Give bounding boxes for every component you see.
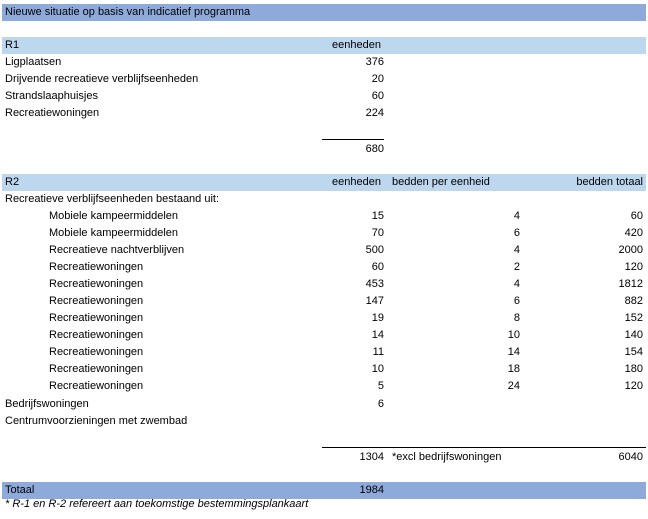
r2-total-note: *excl bedrijfswoningen <box>392 451 502 463</box>
row-label: Bedrijfswoningen <box>5 398 89 410</box>
row-label: Mobiele kampeermiddelen <box>49 210 179 222</box>
row-beds-total: 140 <box>624 329 643 341</box>
row-units: 60 <box>371 90 384 102</box>
row-beds-per-unit: 4 <box>513 244 520 256</box>
r1-total-row <box>2 141 646 158</box>
row-beds-per-unit: 2 <box>513 261 520 273</box>
r1-col-units: eenheden <box>332 39 381 51</box>
row-label: Centrumvoorzieningen met zwembad <box>5 415 188 427</box>
row-beds-per-unit: 6 <box>513 227 520 239</box>
row-beds-per-unit: 4 <box>513 210 520 222</box>
row-beds-total: 1812 <box>618 278 643 290</box>
table-row <box>2 71 646 88</box>
row-units: 500 <box>365 244 384 256</box>
table-row <box>2 293 646 310</box>
row-units: 6 <box>377 398 384 410</box>
title-band <box>2 4 646 21</box>
row-beds-per-unit: 4 <box>513 278 520 290</box>
row-units: 10 <box>371 363 384 375</box>
r1-total-rule <box>322 139 384 140</box>
row-units: 15 <box>371 210 384 222</box>
r1-header <box>2 37 646 54</box>
row-label: Recreatiewoningen <box>49 295 144 307</box>
r2-col-beds-total: bedden totaal <box>576 176 643 188</box>
r2-label: R2 <box>5 176 20 188</box>
row-beds-total: 120 <box>624 261 643 273</box>
row-beds-total: 180 <box>624 363 643 375</box>
row-label: Drijvende recreatieve verblijfseenheden <box>5 73 199 85</box>
row-label: Recreatiewoningen <box>49 329 144 341</box>
row-label: Recreatiewoningen <box>49 278 144 290</box>
table-row <box>2 54 646 71</box>
row-units: 19 <box>371 312 384 324</box>
row-label: Recreatiewoningen <box>49 380 144 392</box>
grand-total-label: Totaal <box>5 484 35 496</box>
row-label: Mobiele kampeermiddelen <box>49 227 179 239</box>
row-units: 11 <box>372 346 384 358</box>
row-beds-per-unit: 8 <box>513 312 520 324</box>
r2-col-beds-per-unit: bedden per eenheid <box>392 176 490 188</box>
row-label: Recreatiewoningen <box>49 363 144 375</box>
footnote: * R-1 en R-2 refereert aan toekomstige bestemmingsplankaart <box>5 498 309 510</box>
row-beds-total: 152 <box>624 312 643 324</box>
row-beds-total: 154 <box>624 346 643 358</box>
row-label: Ligplaatsen <box>5 56 62 68</box>
table-row <box>2 361 646 378</box>
table-row <box>2 242 646 259</box>
table-row <box>2 344 646 361</box>
r2-header <box>2 174 646 191</box>
row-label: Strandslaaphuisjes <box>5 90 98 102</box>
table-row <box>2 88 646 105</box>
grand-total-band <box>2 482 646 499</box>
table-row <box>2 225 646 242</box>
r1-label: R1 <box>5 39 20 51</box>
r2-group-row <box>2 191 646 208</box>
table-row <box>2 327 646 344</box>
r2-total-row <box>2 449 646 466</box>
table-row <box>2 310 646 327</box>
r2-total-rule <box>322 447 646 448</box>
bedrijfswoningen-row <box>2 396 646 413</box>
row-beds-total: 60 <box>630 210 643 222</box>
row-beds-total: 420 <box>624 227 643 239</box>
row-units: 70 <box>371 227 384 239</box>
row-label: Recreatiewoningen <box>49 312 144 324</box>
row-beds-total: 2000 <box>618 244 643 256</box>
row-label: Recreatiewoningen <box>49 261 144 273</box>
r2-group-label: Recreatieve verblijfseenheden bestaand uit: <box>5 193 220 205</box>
row-units: 14 <box>371 329 384 341</box>
table-row <box>2 105 646 122</box>
r2-col-units: eenheden <box>332 176 381 188</box>
row-beds-per-unit: 6 <box>513 295 520 307</box>
row-beds-per-unit: 18 <box>507 363 520 375</box>
table-row <box>2 276 646 293</box>
row-units: 5 <box>377 380 384 392</box>
grand-total-value: 1984 <box>359 484 384 496</box>
r2-total-units: 1304 <box>359 451 384 463</box>
row-beds-per-unit: 24 <box>507 380 520 392</box>
row-label: Recreatiewoningen <box>49 346 144 358</box>
row-units: 20 <box>371 73 384 85</box>
row-beds-total: 120 <box>624 380 643 392</box>
row-units: 147 <box>365 295 384 307</box>
r2-total-beds: 6040 <box>618 451 643 463</box>
row-beds-per-unit: 10 <box>507 329 520 341</box>
sheet-title: Nieuwe situatie op basis van indicatief programma <box>5 6 251 18</box>
row-label: Recreatieve nachtverblijven <box>49 244 185 256</box>
table-row <box>2 259 646 276</box>
row-label: Recreatiewoningen <box>5 107 100 119</box>
row-units: 60 <box>371 261 384 273</box>
row-units: 376 <box>365 56 384 68</box>
r1-total: 680 <box>365 143 384 155</box>
row-units: 224 <box>365 107 384 119</box>
row-units: 453 <box>365 278 384 290</box>
row-beds-per-unit: 14 <box>507 346 520 358</box>
table-row <box>2 208 646 225</box>
centrum-row <box>2 413 646 430</box>
row-beds-total: 882 <box>624 295 643 307</box>
table-row <box>2 378 646 395</box>
